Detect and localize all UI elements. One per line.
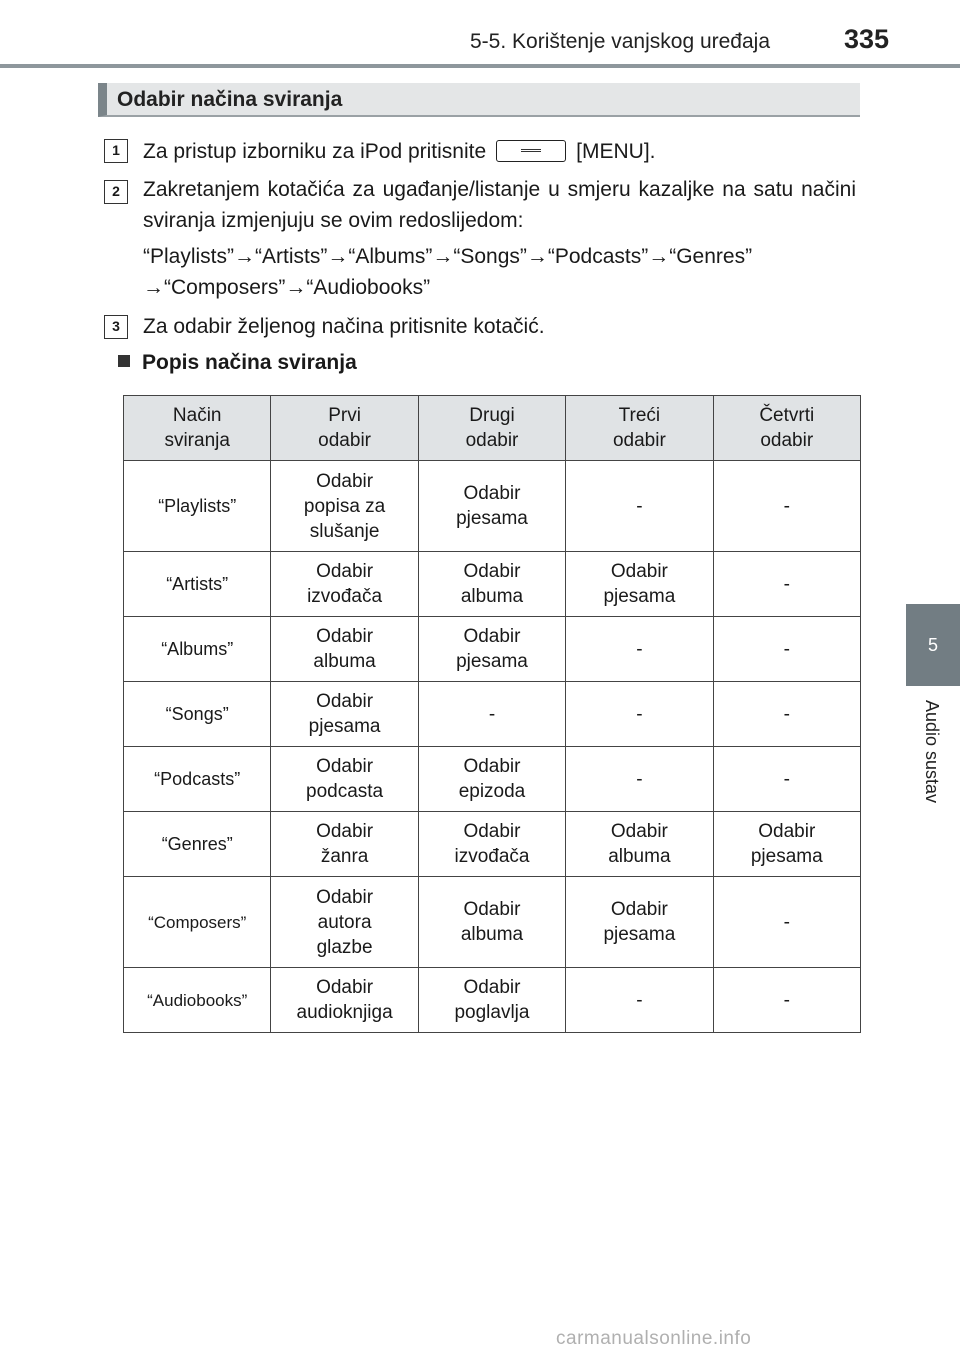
- step-1-text-after: [MENU].: [576, 140, 656, 163]
- step-1-text-before: Za pristup izborniku za iPod pritisnite: [143, 140, 487, 163]
- table-cell: Odabir žanra: [271, 812, 418, 877]
- table-cell: -: [713, 552, 860, 617]
- table-cell: Odabir albuma: [566, 812, 713, 877]
- table-cell: -: [713, 968, 860, 1033]
- table-cell: Odabir izvođača: [418, 812, 565, 877]
- table-cell: -: [713, 682, 860, 747]
- table-cell: “Genres”: [124, 812, 271, 877]
- table-cell: Odabir epizoda: [418, 747, 565, 812]
- table-cell: “Artists”: [124, 552, 271, 617]
- section-heading: [98, 83, 860, 117]
- table-cell: Odabir popisa za slušanje: [271, 461, 418, 552]
- table-cell: Odabir albuma: [418, 552, 565, 617]
- sequence-line-1: “Playlists”→“Artists”→“Albums”→“Songs”→“Podcasts”→“Genres”: [143, 245, 753, 268]
- page-number: 335: [844, 24, 890, 54]
- table-row: [124, 682, 861, 747]
- step-2-text: Zakretanjem kotačića za ugađanje/listanje u smjeru kazaljke na satu načini sviranja izmjenjuju se ovim redoslijedom:: [143, 178, 856, 232]
- section-title: Odabir načina sviranja: [117, 88, 343, 111]
- header-cell: Drugi odabir: [418, 396, 565, 461]
- table-cell: Odabir audioknjiga: [271, 968, 418, 1033]
- table-cell: Odabir podcasta: [271, 747, 418, 812]
- table-cell: Odabir pjesama: [271, 682, 418, 747]
- running-header: 5-5. Korištenje vanjskog uređaja: [470, 30, 771, 53]
- table-cell: “Songs”: [124, 682, 271, 747]
- table-cell: -: [566, 747, 713, 812]
- table-cell: “Composers”: [124, 877, 271, 968]
- header-cell: Način sviranja: [124, 396, 271, 461]
- header-cell: Četvrti odabir: [713, 396, 860, 461]
- table-row: [124, 877, 861, 968]
- header-cell: Treći odabir: [566, 396, 713, 461]
- table-cell: Odabir pjesama: [566, 552, 713, 617]
- table-cell: -: [713, 747, 860, 812]
- header-rule: [0, 64, 960, 68]
- step-badge-1: 1: [104, 139, 128, 163]
- square-bullet-icon: [118, 355, 130, 367]
- chapter-label: Audio sustav: [922, 700, 942, 804]
- menu-button-icon: [496, 140, 566, 162]
- table-cell: “Audiobooks”: [124, 968, 271, 1033]
- table-cell: Odabir autora glazbe: [271, 877, 418, 968]
- subsection-heading: [118, 351, 357, 375]
- table-cell: Odabir poglavlja: [418, 968, 565, 1033]
- table-cell: -: [713, 461, 860, 552]
- table-cell: Odabir izvođača: [271, 552, 418, 617]
- step-badge-3: 3: [104, 315, 128, 339]
- table-cell: -: [713, 617, 860, 682]
- header-cell: Prvi odabir: [271, 396, 418, 461]
- step-1-text: [143, 136, 856, 167]
- table-cell: Odabir albuma: [418, 877, 565, 968]
- table-cell: “Albums”: [124, 617, 271, 682]
- table-cell: Odabir pjesama: [418, 461, 565, 552]
- subsection-title: Popis načina sviranja: [142, 351, 357, 374]
- table-cell: -: [566, 461, 713, 552]
- chapter-number: 5: [927, 635, 938, 655]
- table-header-row: [124, 396, 861, 461]
- table-row: [124, 812, 861, 877]
- table-row: [124, 968, 861, 1033]
- step-3-text: Za odabir željenog načina pritisnite kotačić.: [143, 315, 545, 338]
- table-cell: Odabir pjesama: [566, 877, 713, 968]
- table-cell: “Podcasts”: [124, 747, 271, 812]
- watermark: carmanualsonline.info: [556, 1328, 752, 1349]
- sequence-line-2: →“Composers”→“Audiobooks”: [143, 276, 431, 299]
- table-cell: -: [713, 877, 860, 968]
- table-cell: Odabir pjesama: [713, 812, 860, 877]
- table-row: [124, 747, 861, 812]
- table-cell: -: [566, 968, 713, 1033]
- table-cell: Odabir pjesama: [418, 617, 565, 682]
- table-cell: -: [566, 617, 713, 682]
- table-cell: -: [566, 682, 713, 747]
- table-cell: “Playlists”: [124, 461, 271, 552]
- play-mode-table: [123, 395, 861, 1033]
- step-badge-2: 2: [104, 180, 128, 204]
- table-cell: -: [418, 682, 565, 747]
- table-row: [124, 617, 861, 682]
- table-cell: Odabir albuma: [271, 617, 418, 682]
- table-row: [124, 552, 861, 617]
- chapter-tab[interactable]: [906, 604, 960, 686]
- table-row: [124, 461, 861, 552]
